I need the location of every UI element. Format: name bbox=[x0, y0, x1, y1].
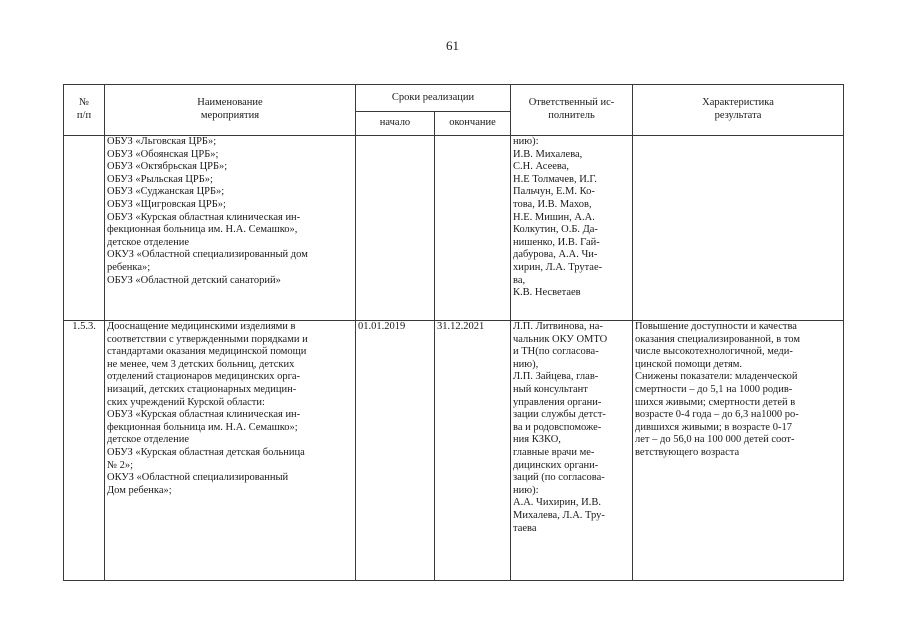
row-executor: нию): И.В. Михалева, С.Н. Асеева, Н.Е Толмачев, И.Г. Пальчун, Е.М. Ко- това, И.В. Махов, Н.Е. Мишин, А.А. Колкутин, О.Б. Да- нишенко, И.В. Гай- дабурова, А.А. Чи- хирин, Л.А. Трутае- ва, К.В. Несветаев bbox=[511, 136, 633, 321]
table-row bbox=[64, 136, 844, 321]
page-number: 61 bbox=[446, 38, 459, 53]
row-name: Дооснащение медицинскими изделиями в соответствии с утвержденными порядками и стандартами оказания медицинской помощи не менее, чем 3 детских больниц, детских отделений стационаров медицинских орга- низаций, детских стационарных медицин- ских учреждений Курской области: ОБУЗ «Курская областная клиническая ин- фекционная больница им. Н.А. Семашко»; детское отделение ОБУЗ «Курская областная детская больница № 2»; ОКУЗ «Областной специализированный Дом ребенка»; bbox=[105, 321, 356, 581]
activities-table bbox=[63, 84, 844, 581]
row-name: ОБУЗ «Льговская ЦРБ»; ОБУЗ «Обоянская ЦРБ»; ОБУЗ «Октябрьская ЦРБ»; ОБУЗ «Рыльская ЦРБ»; ОБУЗ «Суджанская ЦРБ»; ОБУЗ «Щигровская ЦРБ»; ОБУЗ «Курская областная клиническая ин- фекционная больница им. Н.А. Семашко», детское отделение ОКУЗ «Областной специализированный дом ребенка»; ОБУЗ «Областной детский санаторий» bbox=[105, 136, 356, 321]
row-num bbox=[64, 136, 105, 321]
row-result: Повышение доступности и качества оказания специализированной, в том числе высокотехнологичной, меди- цинской помощи детям. Снижены показатели: младенческой смертности – до 5,1 на 1000 родив- шихся живыми; смертности детей в возрасте 0-4 года – до 6,3 на1000 ро- дившихся живыми; в возрасте 0-17 лет – до 56,0 на 100 000 детей соот- ветствующего возраста bbox=[633, 321, 844, 581]
row-end bbox=[435, 136, 511, 321]
row-executor: Л.П. Литвинова, на- чальник ОКУ ОМТО и ТН(по согласова- нию), Л.П. Зайцева, глав- ный консультант управления органи- зации службы детст- ва и родовспоможе- ния КЗКО, главные врачи ме- дицинских органи- заций (по согласова- нию): А.А. Чихирин, И.В. Михалева, Л.А. Тру- таева bbox=[511, 321, 633, 581]
header-end: окончание bbox=[435, 112, 511, 136]
header-name: Наименование мероприятия bbox=[105, 85, 356, 136]
row-num: 1.5.3. bbox=[64, 321, 105, 581]
row-end: 31.12.2021 bbox=[435, 321, 511, 581]
row-start: 01.01.2019 bbox=[356, 321, 435, 581]
header-start: начало bbox=[356, 112, 435, 136]
header-executor: Ответственный ис- полнитель bbox=[511, 85, 633, 136]
row-start bbox=[356, 136, 435, 321]
table-row bbox=[64, 321, 844, 581]
header-num: № п/п bbox=[64, 85, 105, 136]
row-result bbox=[633, 136, 844, 321]
header-result: Характеристика результата bbox=[633, 85, 844, 136]
header-terms: Сроки реализации bbox=[356, 85, 511, 112]
